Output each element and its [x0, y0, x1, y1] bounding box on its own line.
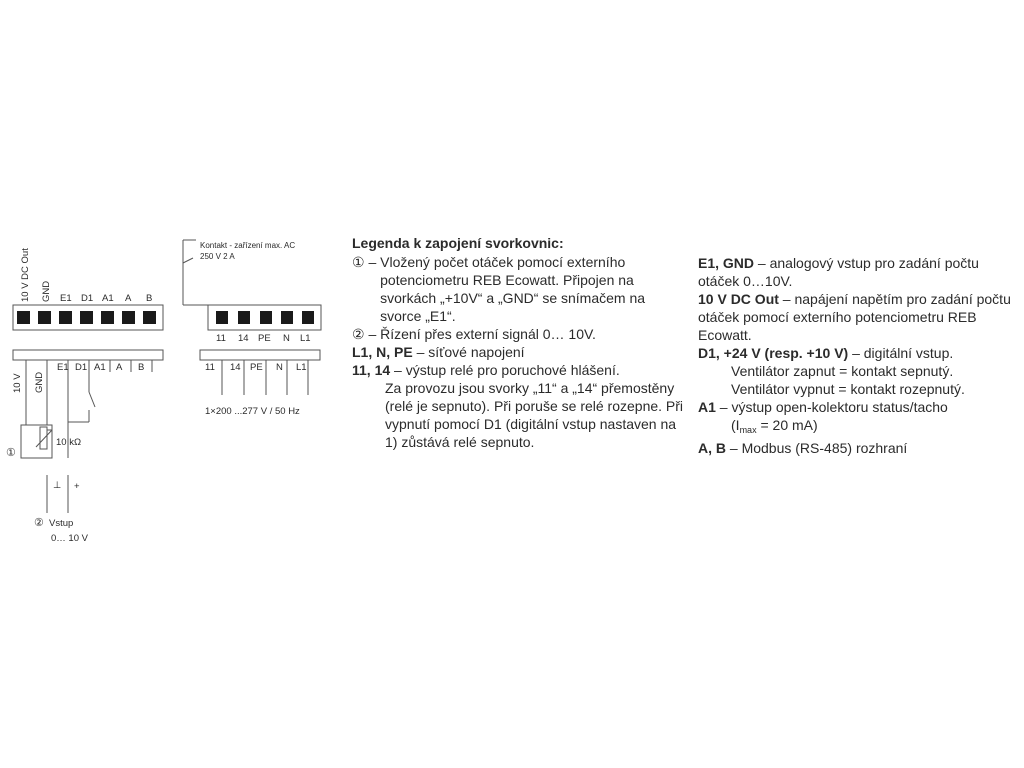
- relay-schematic-label-11: 11: [205, 362, 215, 373]
- legend-dc-out-term: 10 V DC Out: [698, 291, 779, 307]
- middle-schematic-bar: [200, 350, 320, 360]
- legend-relay: [352, 361, 687, 379]
- potentiometer-value: 10 kΩ: [56, 437, 82, 448]
- relay-schematic-label-14: 14: [230, 362, 241, 373]
- legend-d1-on: Ventilátor zapnut = kontakt sepnutý.: [731, 363, 954, 379]
- input-range: 0… 10 V: [51, 533, 88, 544]
- legend-ab-text: – Modbus (RS-485) rozhraní: [726, 440, 908, 456]
- marker-1: ①: [6, 447, 16, 459]
- input-label: Vstup: [49, 518, 74, 529]
- relay-terminal-label-pe: PE: [258, 333, 271, 344]
- terminal-label-b: B: [146, 293, 153, 304]
- terminal-label-a1: A1: [102, 293, 114, 304]
- legend-right-column: [698, 254, 1018, 457]
- terminal-label-a: A: [125, 293, 132, 304]
- legend-item-1-label: ① –: [352, 254, 381, 270]
- legend-item-2-label: ② –: [352, 326, 381, 342]
- ground-symbol: ⊥: [53, 480, 62, 491]
- legend-item-2: [352, 325, 687, 343]
- relay-schematic-label-l1: L1: [296, 362, 307, 373]
- schematic-label-gnd: GND: [34, 371, 45, 393]
- relay-terminal-label-11: 11: [216, 333, 226, 344]
- legend-d1-off: Ventilátor vypnut = kontakt rozepnutý.: [731, 381, 965, 397]
- legend-mains: [352, 343, 687, 361]
- legend-a1-text: – výstup open-kolektoru status/tacho: [715, 399, 948, 415]
- relay-schematic-label-n: N: [276, 362, 283, 373]
- contact-label-line1: Kontakt - zařízení max. AC: [200, 241, 296, 250]
- schematic-label-e1: E1: [57, 362, 69, 373]
- terminal-label-10v-dc-out: 10 V DC Out: [20, 248, 31, 302]
- legend-relay-text: – výstup relé pro poruchové hlášení.: [390, 362, 620, 378]
- legend-d1-text: – digitální vstup.: [848, 345, 954, 361]
- relay-terminal-label-14: 14: [238, 333, 249, 344]
- schematic-label-d1: D1: [75, 362, 88, 373]
- terminal-label-gnd: GND: [41, 280, 52, 302]
- legend-a1: [698, 398, 1018, 416]
- legend-dc-out-text: – napájení napětím pro zadání počtu otáček pomocí externího potenciometru REB Ecowatt.: [698, 291, 1011, 343]
- schematic-label-10v: 10 V: [12, 373, 23, 393]
- terminal-label-d1: D1: [81, 293, 94, 304]
- legend-a1-imax-sub: max: [739, 425, 757, 435]
- terminal-label-e1: E1: [60, 293, 72, 304]
- schematic-label-a1: A1: [94, 362, 106, 373]
- supply-voltage-label: 1×200 ...277 V / 50 Hz: [205, 406, 300, 417]
- legend-a1-imax: [698, 416, 1018, 439]
- legend-item-1-text: Vložený počet otáček pomocí externího potenciometru REB Ecowatt. Připojen na svorkách „+10V“ a „GND“ se snímačem na svorce „E1“.: [380, 254, 646, 324]
- legend-a1-imax-rest: = 20 mA): [756, 417, 818, 433]
- legend-title: Legenda k zapojení svorkovnic:: [352, 235, 564, 251]
- relay-terminal-label-n: N: [283, 333, 290, 344]
- legend-d1-term: D1, +24 V (resp. +10 V): [698, 345, 849, 361]
- legend-left-column: [352, 234, 687, 451]
- legend-relay-detail: Za provozu jsou svorky „11“ a „14“ přemostěny (relé je sepnuto). Při poruše se relé rozepne. Při vypnutí pomocí D1 (digitální vstup nastaven na 1) zůstává relé sepnuto.: [385, 380, 684, 450]
- legend-relay-term: 11, 14: [352, 362, 391, 378]
- legend-ab: [698, 439, 1018, 457]
- schematic-label-b: B: [138, 362, 145, 373]
- schematic-label-a: A: [116, 362, 123, 373]
- legend-e1-term: E1, GND: [698, 255, 755, 271]
- legend-item-1: [352, 253, 687, 325]
- legend-mains-text: – síťové napojení: [412, 344, 525, 360]
- legend-mains-term: L1, N, PE: [352, 344, 413, 360]
- marker-2: ②: [34, 517, 44, 529]
- legend-e1-text: – analogový vstup pro zadání počtu otáček 0…10V.: [698, 255, 979, 289]
- legend-item-2-text: Řízení přes externí signál 0… 10V.: [380, 326, 596, 342]
- legend-d1: [698, 344, 1018, 362]
- legend-a1-term: A1: [698, 399, 716, 415]
- legend-e1: [698, 254, 1018, 290]
- relay-schematic-label-pe: PE: [250, 362, 263, 373]
- legend-ab-term: A, B: [698, 440, 726, 456]
- contact-label-line2: 250 V 2 A: [200, 252, 235, 261]
- relay-terminal-label-l1: L1: [300, 333, 311, 344]
- legend-dc-out: [698, 290, 1018, 344]
- plus-symbol: +: [74, 481, 80, 492]
- legend-a1-imax-open: (I: [731, 417, 740, 433]
- left-schematic-bar: [13, 350, 163, 360]
